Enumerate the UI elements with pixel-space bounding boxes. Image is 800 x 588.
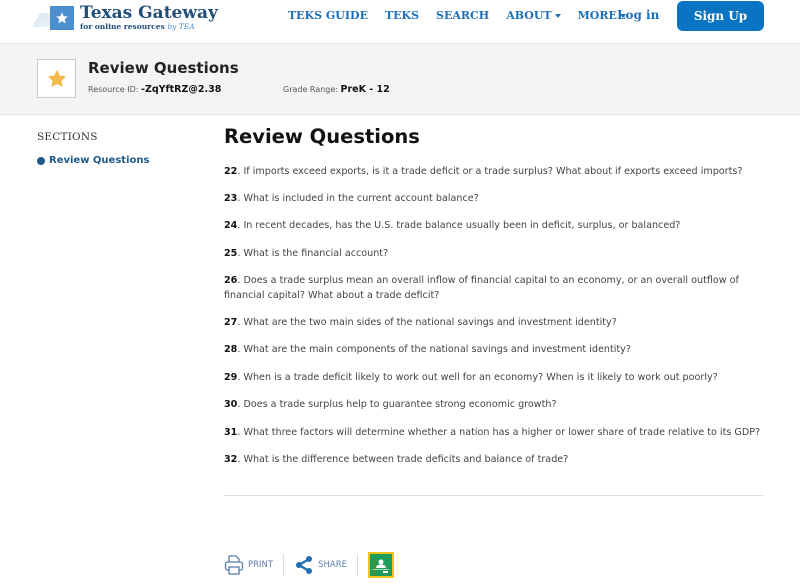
question-item: 25. What is the financial account?	[224, 248, 389, 259]
login-link[interactable]: Log in	[617, 8, 660, 22]
question-text: What are the main components of the national savings and investment identity?	[243, 344, 631, 355]
grade-range	[283, 84, 390, 95]
logo-subtitle-text: for online resources	[80, 22, 165, 32]
resource-id	[88, 84, 221, 95]
question-number: 28	[224, 344, 238, 355]
signup-button[interactable]: Sign Up	[677, 1, 764, 31]
question-item: 24. In recent decades, has the U.S. trade balance usually been in deficit, surplus, or balanced?	[224, 220, 681, 231]
sidebar-item-label: Review Questions	[49, 155, 150, 166]
nav-label: MORE	[577, 9, 617, 22]
resource-id-label: Resource ID:	[88, 85, 139, 94]
bullet-icon	[37, 157, 45, 165]
nav-about-dropdown[interactable]	[506, 9, 560, 22]
separator	[283, 554, 284, 576]
grade-range-value: PreK - 12	[340, 84, 390, 95]
question-number: 29	[224, 372, 238, 383]
main-nav	[288, 9, 643, 22]
question-number: 26	[224, 275, 238, 286]
question-number: 27	[224, 317, 238, 328]
content-divider	[224, 495, 763, 496]
google-classroom-icon	[370, 554, 392, 576]
resource-title: Review Questions	[88, 59, 239, 77]
texas-gateway-logo[interactable]	[36, 3, 218, 33]
question-item: 32. What is the difference between trade deficits and balance of trade?	[224, 454, 569, 465]
question-text: What are the two main sides of the national savings and investment identity?	[243, 317, 617, 328]
question-number: 25	[224, 248, 238, 259]
top-navigation	[0, 0, 800, 44]
question-text: If imports exceed exports, is it a trade deficit or a trade surplus? What about if exports exceed imports?	[243, 166, 743, 177]
share-icon	[294, 555, 314, 575]
question-number: 30	[224, 399, 238, 410]
printer-icon	[224, 554, 244, 576]
logo-by-tea: by TEA	[167, 22, 195, 32]
nav-label: ABOUT	[506, 9, 552, 22]
print-button[interactable]	[224, 554, 273, 576]
question-item: 26. Does a trade surplus mean an overall inflow of financial capital to an economy, or an overall outflow of financial capital? What about a trade deficit?	[224, 275, 739, 301]
question-number: 31	[224, 427, 238, 438]
question-number: 23	[224, 193, 238, 204]
google-classroom-button[interactable]	[368, 552, 394, 578]
question-text: What three factors will determine whether a nation has a higher or lower share of trade relative to its GDP?	[243, 427, 761, 438]
question-text: Does a trade surplus help to guarantee strong economic growth?	[243, 399, 557, 410]
logo-star-icon	[50, 6, 74, 30]
favorite-star-button[interactable]	[37, 59, 76, 98]
question-text: What is included in the current account balance?	[243, 193, 479, 204]
resource-actions	[224, 551, 394, 579]
question-number: 32	[224, 454, 238, 465]
separator	[357, 554, 358, 576]
question-text: When is a trade deficit likely to work out well for an economy? When is it likely to work out poorly?	[243, 372, 718, 383]
sidebar-item-review-questions[interactable]	[37, 155, 149, 166]
question-item: 29. When is a trade deficit likely to work out well for an economy? When is it likely to work out poorly?	[224, 372, 718, 383]
question-item: 22. If imports exceed exports, is it a trade deficit or a trade surplus? What about if exports exceed imports?	[224, 166, 743, 177]
nav-search[interactable]	[436, 9, 489, 22]
question-text: Does a trade surplus mean an overall inflow of financial capital to an economy, or an overall outflow of financial capital? What about a trade deficit?	[224, 275, 739, 301]
question-item: 28. What are the main components of the national savings and investment identity?	[224, 344, 631, 355]
star-icon	[47, 69, 67, 89]
question-item: 31. What three factors will determine whether a nation has a higher or lower share of trade relative to its GDP?	[224, 427, 761, 438]
nav-teks[interactable]	[385, 9, 419, 22]
print-label: PRINT	[248, 560, 274, 570]
question-item: 27. What are the two main sides of the national savings and investment identity?	[224, 317, 617, 328]
question-number: 24	[224, 220, 238, 231]
question-text: What is the financial account?	[243, 248, 389, 259]
page-title: Review Questions	[224, 125, 420, 148]
logo-subtitle	[80, 23, 218, 31]
question-text: What is the difference between trade deficits and balance of trade?	[243, 454, 569, 465]
logo-text	[80, 5, 218, 31]
sections-heading: SECTIONS	[37, 131, 98, 143]
grade-range-label: Grade Range:	[283, 85, 338, 94]
resource-id-value: -ZqYftRZ@2.38	[141, 84, 222, 95]
question-number: 22	[224, 166, 238, 177]
nav-teks-guide[interactable]	[288, 9, 368, 22]
logo-title: Texas Gateway	[80, 3, 218, 24]
share-button[interactable]	[294, 555, 347, 575]
question-item: 30. Does a trade surplus help to guarantee strong economic growth?	[224, 399, 557, 410]
nav-label: TEKS GUIDE	[288, 9, 368, 22]
nav-label: SEARCH	[436, 9, 490, 22]
question-item: 23. What is included in the current account balance?	[224, 193, 479, 204]
caret-down-icon	[555, 14, 561, 18]
share-label: SHARE	[318, 560, 347, 570]
question-text: In recent decades, has the U.S. trade balance usually been in deficit, surplus, or balanced?	[243, 220, 681, 231]
resource-header	[0, 44, 800, 115]
nav-label: TEKS	[384, 9, 420, 22]
